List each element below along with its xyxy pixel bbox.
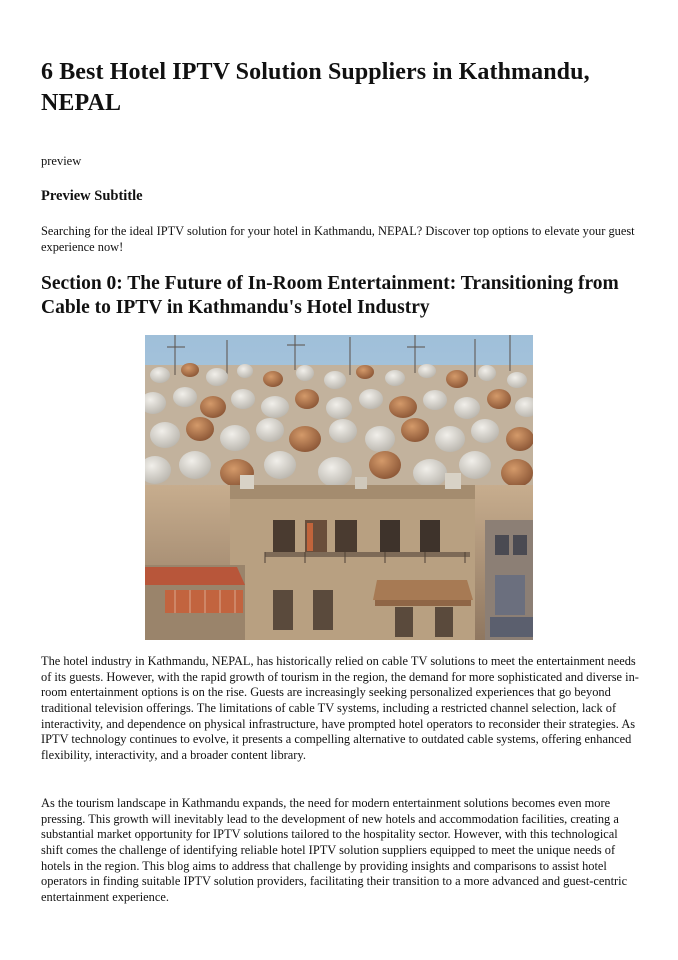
- article-title: 6 Best Hotel IPTV Solution Suppliers in Kathmandu, NEPAL: [41, 59, 590, 116]
- intro-paragraph: Searching for the ideal IPTV solution for your hotel in Kathmandu, NEPAL? Discover top options to elevate your guest experience now!: [41, 224, 635, 254]
- preview-label: preview: [41, 154, 82, 168]
- preview-subtitle: Preview Subtitle: [41, 188, 143, 204]
- satellite-dishes-photo: [145, 335, 533, 640]
- section-heading: Section 0: The Future of In-Room Entertainment: Transitioning from Cable to IPTV in Kathmandu's Hotel Industry: [41, 273, 619, 318]
- body-paragraph-2: As the tourism landscape in Kathmandu expands, the need for modern entertainment solutions becomes even more pressing. This growth will inevitably lead to the development of new hotels and accommodation facilities, creating a substantial market opportunity for IPTV solutions tailored to the hospitality sector. However, with this technological shift comes the challenge of identifying reliable hotel IPTV solution suppliers equipped to meet the unique needs of hotels in the region. This blog aims to address that challenge by providing insights and comparisons to assist hotel operators in finding suitable IPTV solution providers, facilitating their transition to a more advanced and guest-centric entertainment experience.: [41, 796, 628, 904]
- body-paragraph-1: The hotel industry in Kathmandu, NEPAL, has historically relied on cable TV solutions to meet the entertainment needs of its guests. However, with the rapid growth of tourism in the region, the demand for more sophisticated and diverse in-room entertainment options is on the rise. Guests are increasingly seeking personalized experiences that go beyond traditional television offerings. The limitations of cable TV systems, including a restricted channel selection, lack of interactivity, and dependence on physical infrastructure, have prompted hotel operators to reconsider their strategies. As IPTV technology continues to evolve, it presents a compelling alternative to outdated cable systems, offering enhanced flexibility, interactivity, and a broader content library.: [41, 654, 639, 762]
